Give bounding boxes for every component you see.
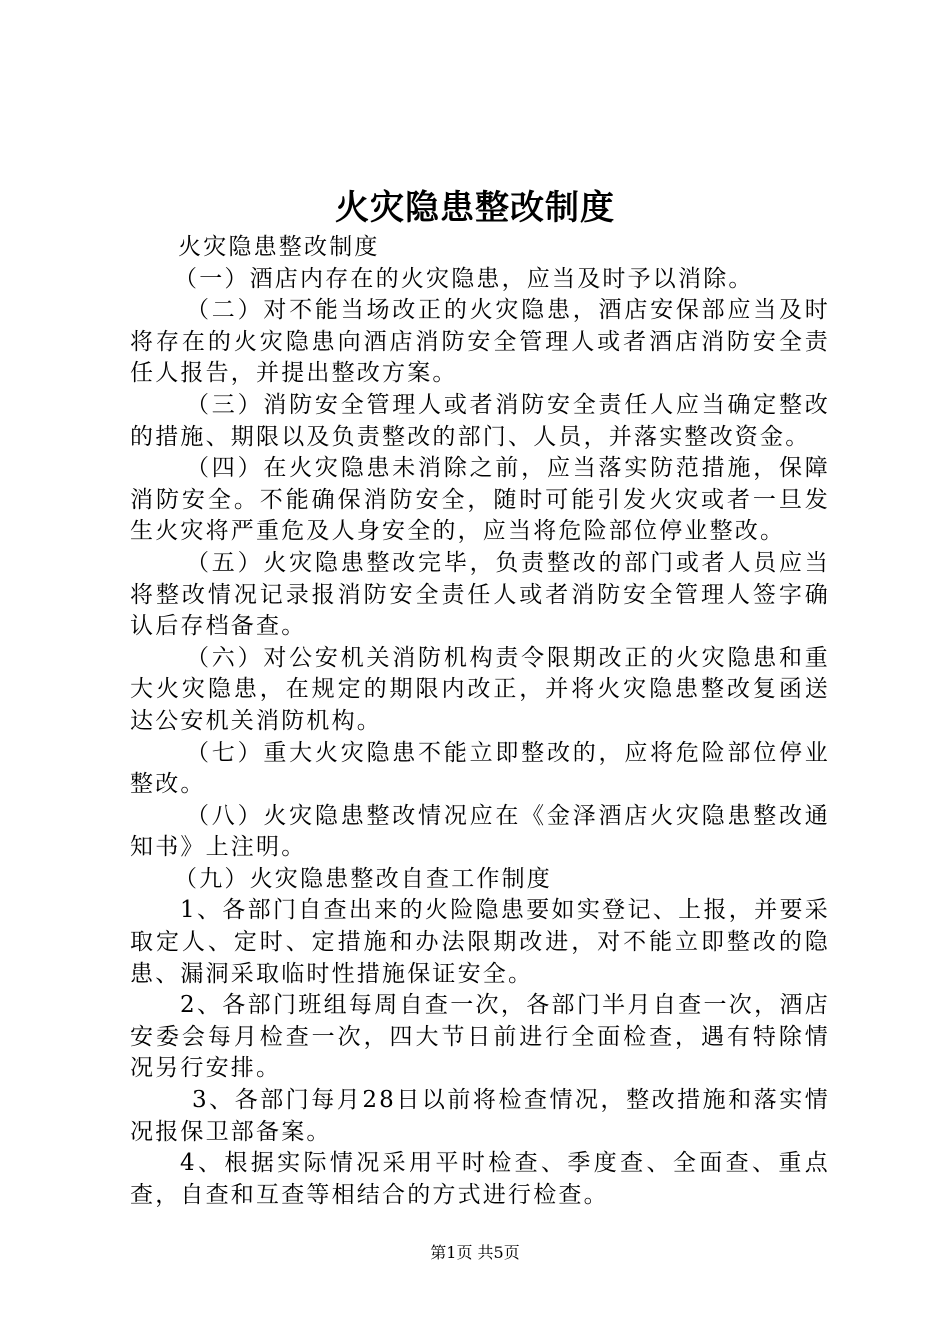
paragraph-item-6: （六）对公安机关消防机构责令限期改正的火灾隐患和重大火灾隐患，在规定的期限内改正，并将火灾隐患整改复函送达公安机关消防机构。 [130, 644, 830, 734]
paragraph-item-7: （七）重大火灾隐患不能立即整改的，应将危险部位停业整改。 [130, 739, 830, 798]
paragraph-rule-2: 2、各部门班组每周自查一次，各部门半月自查一次，酒店安委会每月检查一次，四大节日前进行全面检查，遇有特除情况另行安排。 [130, 992, 830, 1082]
paragraph-item-9: （九）火灾隐患整改自查工作制度 [174, 865, 552, 892]
paragraph-item-8: （八）火灾隐患整改情况应在《金泽酒店火灾隐患整改通知书》上注明。 [130, 802, 830, 861]
document-title: 火灾隐患整改制度 [335, 188, 615, 228]
paragraph-rule-3: 3、各部门每月28日以前将检查情况，整改措施和落实情况报保卫部备案。 [130, 1087, 830, 1145]
paragraph-item-4: （四）在火灾隐患未消除之前，应当落实防范措施，保障消防安全。不能确保消防安全，随时可能引发火灾或者一旦发生火灾将严重危及人身安全的，应当将危险部位停业整改。 [130, 455, 830, 545]
paragraph-item-1: （一）酒店内存在的火灾隐患，应当及时予以消除。 [174, 265, 754, 292]
paragraph-rule-4: 4、根据实际情况采用平时检查、季度查、全面查、重点查，自查和互查等相结合的方式进行检查。 [130, 1150, 830, 1208]
page-footer: 第1页 共5页 [430, 1243, 520, 1262]
paragraph-item-5: （五）火灾隐患整改完毕，负责整改的部门或者人员应当将整改情况记录报消防安全责任人或者消防安全管理人签字确认后存档备查。 [130, 549, 830, 640]
paragraph-heading: 火灾隐患整改制度 [178, 234, 380, 260]
paragraph-item-3: （三）消防安全管理人或者消防安全责任人应当确定整改的措施、期限以及负责整改的部门、人员，并落实整改资金。 [130, 391, 830, 450]
paragraph-item-2: （二）对不能当场改正的火灾隐患，酒店安保部应当及时将存在的火灾隐患向酒店消防安全管理人或者酒店消防安全责任人报告，并提出整改方案。 [130, 297, 830, 387]
paragraph-rule-1: 1、各部门自查出来的火险隐患要如实登记、上报，并要采取定人、定时、定措施和办法限期改进，对不能立即整改的隐患、漏洞采取临时性措施保证安全。 [130, 897, 830, 987]
document-body [130, 232, 830, 1211]
